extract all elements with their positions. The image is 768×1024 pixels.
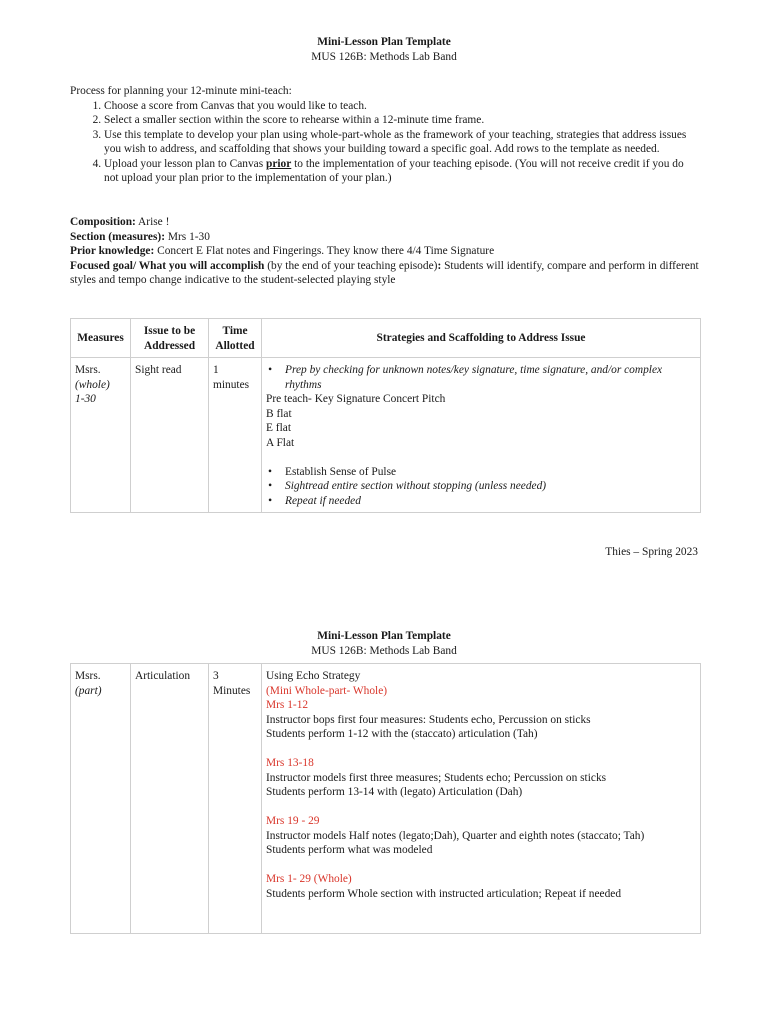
step4-text-before: Upload your lesson plan to Canvas xyxy=(104,157,266,170)
section-label: Section (measures): xyxy=(70,230,166,243)
time-cell: 1 minutes xyxy=(209,358,262,513)
process-step-2: 2. Select a smaller section within the score to rehearse within a 12-minute time frame. xyxy=(104,113,700,128)
strategy-title: Using Echo Strategy xyxy=(266,670,361,682)
measures-label: Msrs. xyxy=(75,364,101,376)
block-line: Students perform 1-12 with the (staccato) articulation (Tah) xyxy=(266,728,538,740)
process-section xyxy=(70,84,700,186)
page2-header xyxy=(0,629,768,658)
strategy-list xyxy=(266,363,696,392)
strategies-cell xyxy=(262,664,701,934)
focused-goal-line xyxy=(70,259,700,288)
step4-emphasis: prior xyxy=(265,157,292,170)
header-issue: Issue to be Addressed xyxy=(131,319,209,358)
issue-cell: Sight read xyxy=(131,358,209,513)
block-line: Instructor models first three measures; Students echo; Percussion on sticks xyxy=(266,771,607,784)
header-strategies: Strategies and Scaffolding to Address Issue xyxy=(262,319,701,358)
measures-part: (whole) xyxy=(75,378,110,391)
process-step-3: 3. Use this template to develop your plan using whole-part-whole as the framework of your teaching, strategies that address issues you wish to address, and scaffolding that shows your building toward a specific goal. Add rows to the template as needed. xyxy=(104,128,700,157)
measures-part: (part) xyxy=(75,684,102,697)
lesson-plan-table xyxy=(70,318,701,513)
process-steps xyxy=(70,99,700,186)
composition-line xyxy=(70,215,700,230)
prior-knowledge-value: Concert E Flat notes and Fingerings. They know there 4/4 Time Signature xyxy=(154,245,495,257)
document-subtitle-2: MUS 126B: Methods Lab Band xyxy=(311,644,457,657)
prior-knowledge-line xyxy=(70,244,700,259)
strategy-bullet-sightread: • Sightread entire section without stopping (unless needed) xyxy=(266,479,696,494)
measures-range: 1-30 xyxy=(75,393,96,405)
process-step-1: 1. Choose a score from Canvas that you would like to teach. xyxy=(104,99,700,114)
measures-cell xyxy=(71,358,131,513)
measures-label: Msrs. xyxy=(75,670,101,682)
block-heading-19-29: Mrs 19 - 29 xyxy=(266,815,320,827)
prior-knowledge-label: Prior knowledge: xyxy=(70,245,155,257)
step4-text-after: to the implementation of your teaching episode. (You will not receive credit if you do not upload your plan prior to the implementation of your plan.) xyxy=(104,157,684,184)
table-header-row xyxy=(71,319,701,358)
preteach-line: Pre teach- Key Signature Concert Pitch xyxy=(266,393,446,405)
strategy-bullet-prep: • Prep by checking for unknown notes/key signature, time signature, and/or complex rhythms xyxy=(266,363,696,392)
strategy-list-2 xyxy=(266,465,696,509)
process-step-4 xyxy=(104,157,700,186)
block-line: Students perform Whole section with instructed articulation; Repeat if needed xyxy=(266,887,622,900)
issue-cell: Articulation xyxy=(131,664,209,934)
block-heading-whole: Mrs 1- 29 (Whole) xyxy=(266,873,352,885)
note-b-flat: B flat xyxy=(266,407,292,420)
strategy-bullet-pulse: • Establish Sense of Pulse xyxy=(266,465,696,480)
composition-label: Composition: xyxy=(70,216,136,228)
mini-whole-part-whole: (Mini Whole-part- Whole) xyxy=(266,684,388,697)
table-row xyxy=(71,664,701,934)
document-subtitle: MUS 126B: Methods Lab Band xyxy=(311,50,457,63)
block-line: Students perform 13-14 with (legato) Articulation (Dah) xyxy=(266,786,523,798)
header-time: Time Allotted xyxy=(209,319,262,358)
block-line: Instructor bops first four measures: Students echo, Percussion on sticks xyxy=(266,713,591,726)
table-row xyxy=(71,358,701,513)
focused-goal-colon: : xyxy=(437,259,442,272)
section-line xyxy=(70,230,700,245)
document-title-2: Mini-Lesson Plan Template xyxy=(317,630,451,642)
focused-goal-parenthetical: (by the end of your teaching episode) xyxy=(264,259,438,272)
section-value: Mrs 1-30 xyxy=(165,230,210,243)
page-footer: Thies – Spring 2023 xyxy=(605,546,698,558)
header-measures: Measures xyxy=(71,319,131,358)
lesson-plan-table-continued xyxy=(70,663,701,934)
measures-cell xyxy=(71,664,131,934)
focused-goal-value: Students will identify, compare and perform in different styles and tempo change indicative to the student-selected playing style xyxy=(70,259,699,286)
focused-goal-label: Focused goal/ What you will accomplish xyxy=(70,259,265,272)
time-cell: 3 Minutes xyxy=(209,664,262,934)
block-heading-1-12: Mrs 1-12 xyxy=(266,699,309,711)
block-heading-13-18: Mrs 13-18 xyxy=(266,757,314,769)
note-a-flat: A Flat xyxy=(266,436,295,449)
composition-value: Arise ! xyxy=(135,216,170,228)
process-intro: Process for planning your 12-minute mini-teach: xyxy=(70,85,292,97)
document-title: Mini-Lesson Plan Template xyxy=(317,36,451,48)
strategies-cell xyxy=(262,358,701,513)
page1-header xyxy=(0,35,768,64)
block-line: Instructor models Half notes (legato;Dah), Quarter and eighth notes (staccato; Tah) xyxy=(266,829,645,842)
block-line: Students perform what was modeled xyxy=(266,844,433,856)
strategy-bullet-repeat: • Repeat if needed xyxy=(266,494,696,509)
note-e-flat: E flat xyxy=(266,422,291,434)
lesson-info xyxy=(70,215,700,288)
